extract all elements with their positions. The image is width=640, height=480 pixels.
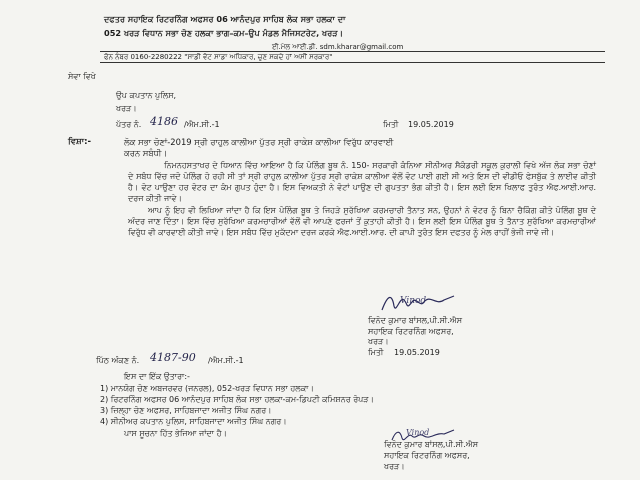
signature-1-name: ਵਿਨੋਦ ਕੁਮਾਰ ਬਾਂਸਲ,ਪੀ.ਸੀ.ਐਸ xyxy=(368,316,463,325)
letter-date-label: ਮਿਤੀ xyxy=(383,120,399,129)
copy-closing: ਪਾਸ ਸੂਚਨਾ ਹਿੱਤ ਭੇਜਿਆ ਜਾਂਦਾ ਹੈ। xyxy=(124,429,227,438)
endorsement-number-label: ਪਿੱਠ ਅੰਕਣ ਨੰ. xyxy=(96,356,140,365)
letterhead-phone: ਫੋਨ ਨੰਬਰ 0160-2280222 "ਸਾਡੀ ਵੋਟ ਸਾਡਾ ਅਧਿਕਾਰ, ਚੁਣ ਸਕਦੇ ਹਾਂ ਅਸੀਂ ਸਰਕਾਰ" xyxy=(104,53,333,61)
endorsement-number: 4187-90 xyxy=(150,351,196,364)
body-paragraph-2: ਆਪ ਨੂੰ ਇਹ ਵੀ ਲਿਖਿਆ ਜਾਂਦਾ ਹੈ ਕਿ ਇਸ ਪੋਲਿੰਗ ਬੂਥ ਤੇ ਜਿਹੜੇ ਸੁਰੱਖਿਆ ਕਰਮਚਾਰੀ ਤੈਨਾਤ ਸਨ, ਉਹਨਾਂ ਨੇ ਵੋਟਰ ਨੂੰ ਬਿਨਾ ਚੈਕਿੰਗ ਕੀਤੇ ਪੋਲਿੰਗ ਬੂਥ ਦੇ ਅੰਦਰ ਜਾਣ ਦਿੱਤਾ। ਇਸ ਵਿੱਚ ਸੁਰੱਖਿਆ ਕਰਮਚਾਰੀਆਂ ਵੱਲੋਂ ਵੀ ਆਪਣੇ ਫਰਜਾਂ ਤੋਂ ਕੁਤਾਹੀ ਕੀਤੀ ਹੈ। ਇਸ ਲਈ ਇਸ ਪੋਲਿੰਗ ਬੂਥ ਤੇ ਤੈਨਾਤ ਸੁਰੱਖਿਆ ਕਰਮਚਾਰੀਆਂ ਵਿਰੁੱਧ ਵੀ ਕਾਰਵਾਈ ਕੀਤੀ ਜਾਵੇ। ਇਸ ਸਬੰਧ ਵਿੱਚ ਮੁਕੱਦਮਾ ਦਰਜ ਕਰਕੇ ਐਫ.ਆਈ.ਆਰ. ਦੀ ਕਾਪੀ ਤੁਰੰਤ ਇਸ ਦਫਤਰ ਨੂੰ ਮੇਲ ਰਾਹੀਂ ਭੇਜੀ ਜਾਵੇ ਜੀ। xyxy=(128,206,596,237)
subject-label: ਵਿਸ਼ਾ:- xyxy=(68,137,92,147)
signature-2-scrawl-text: Vinod xyxy=(406,428,430,437)
letter-date: 19.05.2019 xyxy=(408,120,454,129)
signature-1-date: 19.05.2019 xyxy=(394,348,440,357)
endorsement-number-suffix: /ਐਮ.ਸੀ.-1 xyxy=(208,356,244,365)
signature-1-place: ਖਰੜ। xyxy=(368,337,389,346)
copy-intro: ਇਸ ਦਾ ਇੱਕ ਉਤਾਰਾ:- xyxy=(124,372,190,381)
letterhead-line-2: 052 ਖਰੜ ਵਿਧਾਨ ਸਭਾ ਚੋਣ ਹਲਕਾ ਭਾਗ–ਕਮ–ਉਪ ਮੰਡਲ ਮੈਜਿਸਟਰੇਟ, ਖਰੜ। xyxy=(104,28,344,38)
signature-1-title: ਸਹਾਇਕ ਰਿਟਰਨਿੰਗ ਅਫਸਰ, xyxy=(368,327,454,336)
salutation: ਸੇਵਾ ਵਿਖੇ xyxy=(68,72,96,81)
letterhead-rule-bottom xyxy=(100,62,605,63)
letter-number-label: ਪੱਤਰ ਨੰ. xyxy=(116,120,142,129)
copy-list-item: 3) ਜ਼ਿਲ੍ਹਾ ਚੋਣ ਅਫਸਰ, ਸਾਹਿਬਜਾਦਾ ਅਜੀਤ ਸਿੰਘ ਨਗਰ। xyxy=(100,406,272,415)
subject-line-1: ਲੋਕ ਸਭਾ ਚੋਣਾਂ-2019 ਸ੍ਰੀ ਰਾਹੁਲ ਕਾਲੀਆ ਪੁੱਤਰ ਸ੍ਰੀ ਰਾਕੇਸ਼ ਕਾਲੀਆ ਵਿਰੁੱਧ ਕਾਰਵਾਈ xyxy=(124,137,394,147)
signature-2-name: ਵਿਨੋਦ ਕੁਮਾਰ ਬਾਂਸਲ,ਪੀ.ਸੀ.ਐਸ xyxy=(384,440,479,449)
letterhead-rule-top xyxy=(100,51,605,52)
letterhead-line-1: ਦਫਤਰ ਸਹਾਇਕ ਰਿਟਰਨਿੰਗ ਅਫਸਰ 06 ਆਨੰਦਪੁਰ ਸਾਹਿਬ ਲੋਕ ਸਭਾ ਹਲਕਾ ਦਾ xyxy=(104,14,346,24)
signature-2-place: ਖਰੜ। xyxy=(384,462,405,471)
letter-number: 4186 xyxy=(150,115,178,128)
signature-2-title: ਸਹਾਇਕ ਰਿਟਰਨਿੰਗ ਅਫਸਰ, xyxy=(384,451,470,460)
body-paragraph-1: ਨਿਮਨਹਸਤਾਖਰ ਦੇ ਧਿਆਨ ਵਿੱਚ ਆਇਆ ਹੈ ਕਿ ਪੋਲਿੰਗ ਬੂਥ ਨੰ. 150- ਸਰਕਾਰੀ ਕੰਨਿਆ ਸੀਨੀਅਰ ਸੈਕੰਡਰੀ ਸਕੂਲ ਕੁਰਾਲੀ ਵਿਖੇ ਅੱਜ ਲੋਕ ਸਭਾ ਚੋਣਾਂ ਦੇ ਸਬੰਧ ਵਿੱਚ ਜਦੋ ਪੋਲਿੰਗ ਹੋ ਰਹੀ ਸੀ ਤਾਂ ਸ੍ਰੀ ਰਾਹੁਲ ਕਾਲੀਆ ਪੁੱਤਰ ਸ੍ਰੀ ਰਾਕੇਸ਼ ਕਾਲੀਆ ਵੱਲੋਂ ਵੋਟ ਪਾਈ ਗਈ ਸੀ ਅਤੇ ਇਸ ਦੀ ਵੀਡੀਓ ਫੇਸਬੁੱਕ ਤੇ ਲਾਈਵ ਕੀਤੀ ਹੈ। ਵੋਟ ਪਾਉਣਾ ਹਰ ਵੋਟਰ ਦਾ ਕੰਮ ਗੁਪਤ ਹੁੰਦਾ ਹੈ। ਇਸ ਵਿਅਕਤੀ ਨੇ ਵੋਟਾਂ ਪਾਉਣ ਦੀ ਗੁਪਤਤਾ ਭੰਗ ਕੀਤੀ ਹੈ। ਇਸ ਲਈ ਇਸ ਖਿਲਾਫ ਤੁਰੰਤ ਐਫ.ਆਈ.ਆਰ. ਦਰਜ ਕੀਤੀ ਜਾਵੇ। xyxy=(128,161,596,203)
copy-list-item: 1) ਮਾਨਯੋਗ ਚੋਣ ਅਬਜਰਵਰ (ਜਨਰਲ), 052-ਖਰੜ ਵਿਧਾਨ ਸਭਾ ਹਲਕਾ। xyxy=(100,384,314,393)
addressee: ਉਪ ਕਪਤਾਨ ਪੁਲਿਸ, xyxy=(116,91,177,100)
addressee-place: ਖਰੜ। xyxy=(116,104,137,113)
letter-number-suffix: /ਐਮ.ਸੀ.-1 xyxy=(184,120,220,129)
signature-1-scrawl-text: Vinod xyxy=(400,296,427,306)
letterhead-email: ਈ.ਮੇਲ ਆਈ.ਡੀ. sdm.kharar@gmail.com xyxy=(272,43,404,51)
signature-1-date-label: ਮਿਤੀ xyxy=(368,348,384,357)
copy-list-item: 2) ਰਿਟਰਨਿੰਗ ਅਫਸਰ 06 ਆਨੰਦਪੁਰ ਸਾਹਿਬ ਲੋਕ ਸਭਾ ਹਲਕਾ-ਕਮ-ਡਿਪਟੀ ਕਮਿਸ਼ਨਰ ਰੋਪੜ। xyxy=(100,395,374,404)
copy-list-item: 4) ਸੀਨੀਅਰ ਕਪਤਾਨ ਪੁਲਿਸ, ਸਾਹਿਬਜਾਦਾ ਅਜੀਤ ਸਿੰਘ ਨਗਰ। xyxy=(100,417,287,426)
subject-line-2: ਕਰਨ ਸਬੰਧੀ। xyxy=(124,148,168,158)
